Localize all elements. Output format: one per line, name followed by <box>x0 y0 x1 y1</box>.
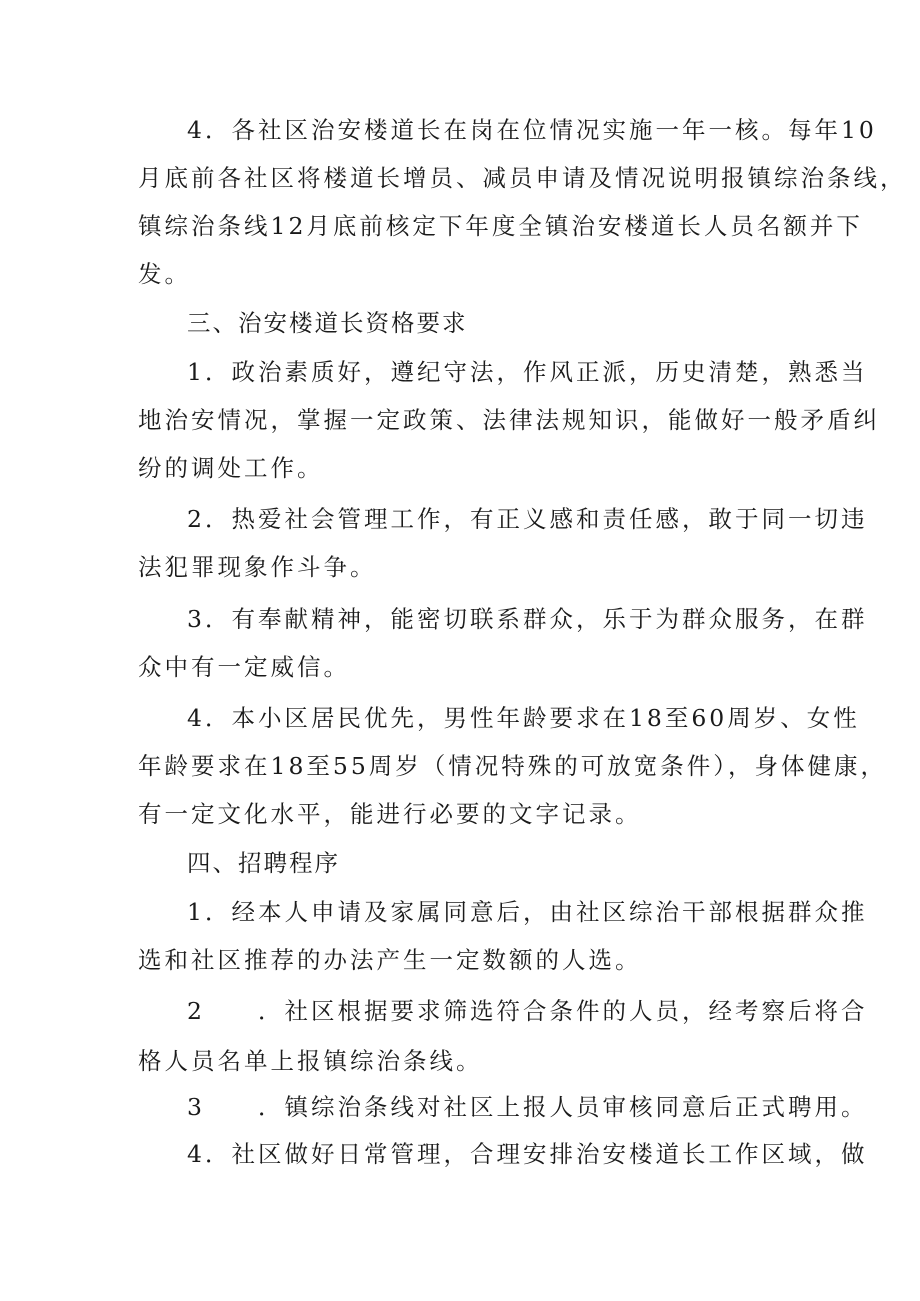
procedure-1-line-1: 1．经本人申请及家属同意后，由社区综治干部根据群众推 <box>187 898 868 926</box>
requirement-1-line-2: 地治安情况，掌握一定政策、法律法规知识，能做好一般矛盾纠 <box>138 406 880 434</box>
requirement-4-line-3: 有一定文化水平，能进行必要的文字记录。 <box>138 800 642 828</box>
requirement-1-line-3: 纷的调处工作。 <box>138 454 324 482</box>
requirement-3-line-1: 3．有奉献精神，能密切联系群众，乐于为群众服务，在群 <box>187 605 868 633</box>
procedure-3-line-1: 3 ．镇综治条线对社区上报人员审核同意后正式聘用。 <box>187 1093 868 1121</box>
requirement-4-line-1: 4．本小区居民优先，男性年龄要求在18至60周岁、女性 <box>187 704 860 732</box>
requirement-1-line-1: 1．政治素质好，遵纪守法，作风正派，历史清楚，熟悉当 <box>187 358 868 386</box>
paragraph-4-line-4: 发。 <box>138 260 191 288</box>
paragraph-4-line-1: 4．各社区治安楼道长在岗在位情况实施一年一核。每年10 <box>187 116 877 144</box>
section-heading-4: 四、招聘程序 <box>187 849 340 877</box>
procedure-2-line-2: 格人员名单上报镇综治条线。 <box>138 1047 483 1075</box>
procedure-2-line-1: 2 ．社区根据要求筛选符合条件的人员，经考察后将合 <box>187 997 868 1025</box>
procedure-1-line-2: 选和社区推荐的办法产生一定数额的人选。 <box>138 946 642 974</box>
requirement-2-line-1: 2．热爱社会管理工作，有正义感和责任感，敢于同一切违 <box>187 505 868 533</box>
requirement-2-line-2: 法犯罪现象作斗争。 <box>138 553 377 581</box>
paragraph-4-line-3: 镇综治条线12月底前核定下年度全镇治安楼道长人员名额并下 <box>138 212 863 240</box>
requirement-3-line-2: 众中有一定威信。 <box>138 653 350 681</box>
section-heading-3: 三、治安楼道长资格要求 <box>187 309 468 337</box>
paragraph-4-line-2: 月底前各社区将楼道长增员、减员申请及情况说明报镇综治条线， <box>138 164 907 192</box>
procedure-4-line-1: 4．社区做好日常管理，合理安排治安楼道长工作区域，做 <box>187 1140 868 1168</box>
requirement-4-line-2: 年龄要求在18至55周岁（情况特殊的可放宽条件），身体健康， <box>138 752 888 780</box>
